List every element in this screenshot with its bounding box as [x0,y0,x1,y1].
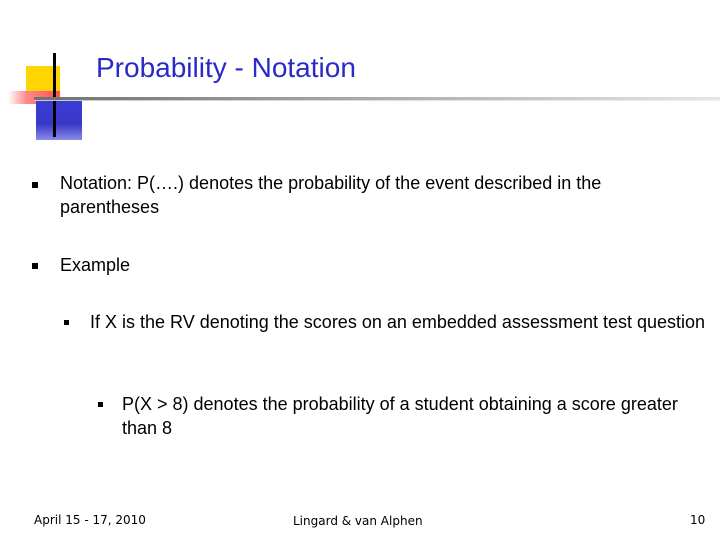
sub-bullet-text-rv: If X is the RV denoting the scores on an embedded assessment test question [90,312,706,332]
bullet-marker [32,182,38,188]
bullet-text-notation: Notation: P(….) denotes the probability of the event described in the parentheses [60,173,602,217]
decor-vertical-line [53,53,56,137]
sub-sub-bullet-marker [98,402,103,407]
bullet-marker [32,263,38,269]
title-underline-shadow [34,100,720,101]
decor-blue-square [36,100,82,140]
sub-sub-bullet-text-probability: P(X > 8) denotes the probability of a student obtaining a score greater than 8 [122,394,678,438]
footer-authors: Lingard & van Alphen [293,514,423,528]
slide-title: Probability - Notation [96,52,356,83]
slide-number: 10 [690,513,706,527]
bullet-text-example: Example [60,255,131,275]
sub-bullet-marker [64,320,69,325]
footer-date: April 15 - 17, 2010 [34,513,146,527]
